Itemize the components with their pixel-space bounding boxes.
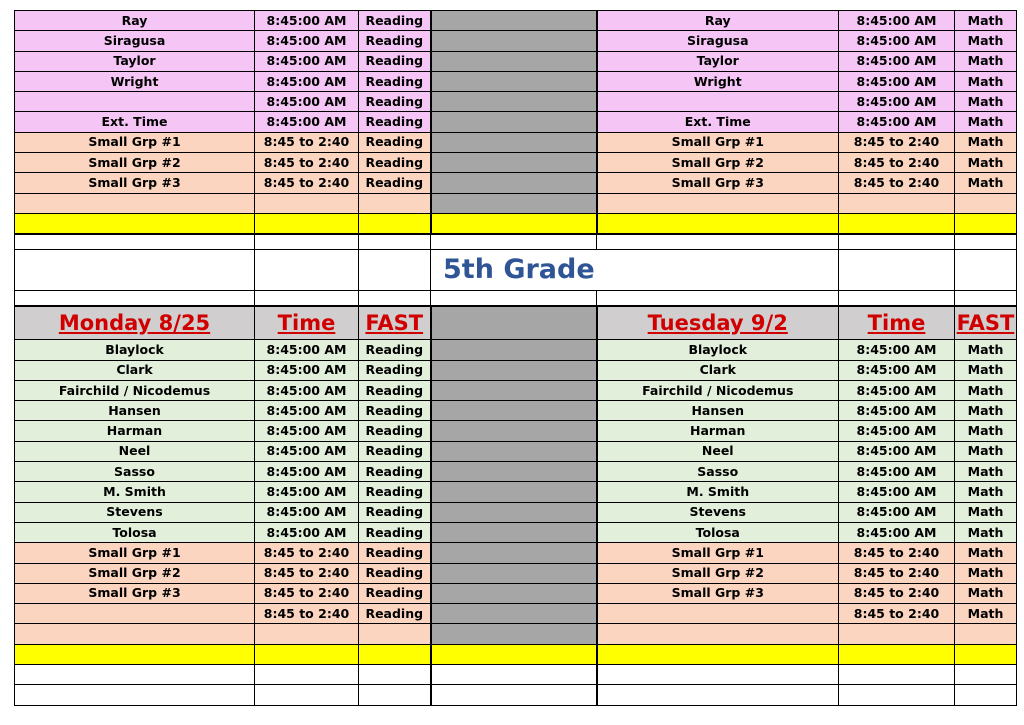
table-row [15, 173, 1017, 193]
subject-cell: Reading [359, 153, 431, 173]
teacher-name-cell: Stevens [15, 502, 255, 522]
table-row [15, 51, 1017, 71]
table-row [15, 153, 1017, 173]
subject-cell [955, 624, 1017, 644]
time-cell: 8:45:00 AM [839, 92, 955, 112]
teacher-name-cell: Ray [597, 11, 839, 31]
divider-cell [431, 340, 597, 360]
divider-cell [431, 665, 597, 685]
divider-cell [431, 502, 597, 522]
fast-header-right: FAST [955, 306, 1017, 340]
empty-cell [597, 665, 839, 685]
divider-cell [431, 624, 597, 644]
teacher-name-cell: Taylor [15, 51, 255, 71]
subject-cell: Reading [359, 11, 431, 31]
teacher-name-cell: Clark [15, 360, 255, 380]
time-cell: 8:45:00 AM [839, 441, 955, 461]
teacher-name-cell: Small Grp #3 [15, 173, 255, 193]
teacher-name-cell: Small Grp #2 [15, 563, 255, 583]
time-cell: 8:45:00 AM [839, 71, 955, 91]
table-row [15, 31, 1017, 51]
subject-cell: Math [955, 31, 1017, 51]
subject-cell: Math [955, 11, 1017, 31]
time-cell: 8:45:00 AM [839, 482, 955, 502]
schedule-sheet [14, 10, 1016, 706]
empty-cell [955, 665, 1017, 685]
grade-title: 5th Grade [431, 250, 839, 291]
teacher-name-cell: Ray [15, 11, 255, 31]
teacher-name-cell: Small Grp #1 [597, 132, 839, 152]
empty-row [15, 665, 1017, 685]
subject-cell: Math [955, 360, 1017, 380]
teacher-name-cell: M. Smith [15, 482, 255, 502]
subject-cell: Reading [359, 71, 431, 91]
subject-cell: Math [955, 462, 1017, 482]
time-cell [839, 193, 955, 213]
subject-cell: Reading [359, 173, 431, 193]
teacher-name-cell: Ext. Time [15, 112, 255, 132]
subject-cell [359, 624, 431, 644]
time-cell: 8:45 to 2:40 [255, 153, 359, 173]
subject-cell: Reading [359, 441, 431, 461]
time-cell: 8:45:00 AM [839, 51, 955, 71]
time-cell: 8:45 to 2:40 [255, 543, 359, 563]
table-row [15, 543, 1017, 563]
subject-cell: Math [955, 92, 1017, 112]
time-cell: 8:45 to 2:40 [839, 543, 955, 563]
teacher-name-cell: Neel [597, 441, 839, 461]
divider-cell [431, 543, 597, 563]
subject-cell: Reading [359, 31, 431, 51]
teacher-name-cell [15, 604, 255, 624]
empty-row [15, 213, 1017, 234]
empty-cell [359, 644, 431, 664]
divider-cell [431, 132, 597, 152]
subject-cell: Math [955, 522, 1017, 542]
title-section [15, 234, 1017, 340]
time-cell: 8:45 to 2:40 [255, 563, 359, 583]
divider-cell [431, 360, 597, 380]
time-cell: 8:45:00 AM [255, 360, 359, 380]
time-cell: 8:45:00 AM [839, 522, 955, 542]
time-cell: 8:45:00 AM [255, 11, 359, 31]
subject-cell: Math [955, 482, 1017, 502]
table-row [15, 441, 1017, 461]
divider-cell [431, 11, 597, 31]
divider-cell [431, 173, 597, 193]
teacher-name-cell: Small Grp #3 [15, 583, 255, 603]
divider-cell [431, 306, 597, 340]
subject-cell: Reading [359, 583, 431, 603]
subject-cell: Reading [359, 401, 431, 421]
time-cell: 8:45:00 AM [839, 31, 955, 51]
tuesday-header: Tuesday 9/2 [597, 306, 839, 340]
divider-cell [431, 563, 597, 583]
time-cell [255, 624, 359, 644]
divider-cell [431, 213, 597, 234]
empty-cell [359, 213, 431, 234]
divider-cell [431, 193, 597, 213]
time-cell: 8:45:00 AM [839, 340, 955, 360]
divider-cell [431, 380, 597, 400]
teacher-name-cell: Harman [597, 421, 839, 441]
empty-cell [15, 665, 255, 685]
teacher-name-cell [597, 604, 839, 624]
subject-cell: Math [955, 153, 1017, 173]
highlight-row [15, 644, 1017, 664]
teacher-name-cell [597, 193, 839, 213]
table-row [15, 482, 1017, 502]
divider-cell [431, 421, 597, 441]
teacher-name-cell: M. Smith [597, 482, 839, 502]
teacher-name-cell: Siragusa [15, 31, 255, 51]
time-cell: 8:45:00 AM [255, 112, 359, 132]
bottom-section [15, 340, 1017, 705]
table-row [15, 522, 1017, 542]
time-cell: 8:45 to 2:40 [255, 173, 359, 193]
subject-cell: Reading [359, 92, 431, 112]
subject-cell: Reading [359, 482, 431, 502]
time-cell: 8:45:00 AM [839, 462, 955, 482]
subject-cell: Reading [359, 563, 431, 583]
teacher-name-cell: Tolosa [15, 522, 255, 542]
teacher-name-cell: Small Grp #1 [597, 543, 839, 563]
time-cell: 8:45:00 AM [839, 421, 955, 441]
teacher-name-cell: Fairchild / Nicodemus [15, 380, 255, 400]
table-row [15, 132, 1017, 152]
teacher-name-cell: Tolosa [597, 522, 839, 542]
teacher-name-cell: Hansen [597, 401, 839, 421]
subject-cell: Math [955, 173, 1017, 193]
table-row [15, 360, 1017, 380]
time-cell: 8:45:00 AM [255, 340, 359, 360]
subject-cell: Reading [359, 51, 431, 71]
empty-cell [255, 213, 359, 234]
empty-cell [359, 665, 431, 685]
subject-cell: Reading [359, 380, 431, 400]
divider-cell [431, 153, 597, 173]
teacher-name-cell: Small Grp #1 [15, 543, 255, 563]
time-cell: 8:45:00 AM [255, 421, 359, 441]
table-row [15, 112, 1017, 132]
table-row [15, 193, 1017, 213]
time-cell: 8:45:00 AM [839, 360, 955, 380]
teacher-name-cell: Small Grp #2 [597, 153, 839, 173]
empty-row [15, 685, 1017, 705]
time-cell: 8:45:00 AM [255, 380, 359, 400]
time-cell: 8:45:00 AM [255, 522, 359, 542]
time-cell: 8:45:00 AM [839, 401, 955, 421]
teacher-name-cell [15, 92, 255, 112]
teacher-name-cell: Blaylock [15, 340, 255, 360]
table-row [15, 401, 1017, 421]
table-row [15, 462, 1017, 482]
divider-cell [431, 31, 597, 51]
teacher-name-cell: Hansen [15, 401, 255, 421]
time-cell: 8:45 to 2:40 [839, 132, 955, 152]
divider-cell [431, 685, 597, 705]
empty-cell [839, 644, 955, 664]
time-cell: 8:45 to 2:40 [255, 583, 359, 603]
time-header-right: Time [839, 306, 955, 340]
subject-cell: Math [955, 340, 1017, 360]
divider-cell [431, 92, 597, 112]
table-row [15, 583, 1017, 603]
time-cell: 8:45:00 AM [839, 11, 955, 31]
divider-cell [431, 482, 597, 502]
teacher-name-cell: Clark [597, 360, 839, 380]
time-cell: 8:45:00 AM [255, 92, 359, 112]
teacher-name-cell: Sasso [15, 462, 255, 482]
time-header-left: Time [255, 306, 359, 340]
subject-cell: Reading [359, 522, 431, 542]
subject-cell: Math [955, 51, 1017, 71]
subject-cell: Reading [359, 421, 431, 441]
subject-cell: Reading [359, 543, 431, 563]
subject-cell: Reading [359, 112, 431, 132]
empty-cell [597, 644, 839, 664]
empty-cell [15, 213, 255, 234]
subject-cell: Math [955, 71, 1017, 91]
time-cell: 8:45 to 2:40 [839, 563, 955, 583]
subject-cell: Reading [359, 604, 431, 624]
subject-cell: Math [955, 502, 1017, 522]
time-cell: 8:45 to 2:40 [839, 173, 955, 193]
empty-cell [255, 685, 359, 705]
table-row [15, 502, 1017, 522]
teacher-name-cell [15, 624, 255, 644]
spacer-row [15, 291, 1017, 307]
subject-cell: Reading [359, 340, 431, 360]
time-cell: 8:45:00 AM [839, 112, 955, 132]
divider-cell [431, 51, 597, 71]
teacher-name-cell: Sasso [597, 462, 839, 482]
teacher-name-cell [597, 624, 839, 644]
empty-cell [597, 685, 839, 705]
time-cell: 8:45 to 2:40 [839, 583, 955, 603]
fast-header-left: FAST [359, 306, 431, 340]
empty-cell [839, 213, 955, 234]
subject-cell: Math [955, 421, 1017, 441]
teacher-name-cell: Wright [597, 71, 839, 91]
teacher-name-cell: Stevens [597, 502, 839, 522]
time-cell: 8:45 to 2:40 [255, 604, 359, 624]
empty-cell [255, 644, 359, 664]
empty-cell [15, 644, 255, 664]
day-header-row [15, 306, 1017, 340]
grade-title-row [15, 250, 1017, 291]
teacher-name-cell: Siragusa [597, 31, 839, 51]
subject-cell: Math [955, 401, 1017, 421]
teacher-name-cell: Wright [15, 71, 255, 91]
time-cell: 8:45 to 2:40 [839, 153, 955, 173]
subject-cell: Math [955, 380, 1017, 400]
top-section [15, 11, 1017, 235]
empty-cell [15, 685, 255, 705]
time-cell: 8:45:00 AM [255, 31, 359, 51]
divider-cell [431, 71, 597, 91]
subject-cell [359, 193, 431, 213]
time-cell: 8:45 to 2:40 [255, 132, 359, 152]
time-cell: 8:45:00 AM [255, 51, 359, 71]
time-cell [255, 193, 359, 213]
subject-cell: Reading [359, 462, 431, 482]
teacher-name-cell: Harman [15, 421, 255, 441]
time-cell: 8:45:00 AM [255, 482, 359, 502]
schedule-table [14, 10, 1017, 706]
subject-cell: Math [955, 583, 1017, 603]
subject-cell [955, 193, 1017, 213]
subject-cell: Math [955, 112, 1017, 132]
subject-cell: Math [955, 441, 1017, 461]
divider-cell [431, 522, 597, 542]
table-row [15, 340, 1017, 360]
teacher-name-cell: Blaylock [597, 340, 839, 360]
table-row [15, 71, 1017, 91]
subject-cell: Reading [359, 502, 431, 522]
spacer-row [15, 234, 1017, 250]
empty-cell [255, 665, 359, 685]
empty-cell [955, 213, 1017, 234]
empty-cell [955, 644, 1017, 664]
divider-cell [431, 462, 597, 482]
table-row [15, 380, 1017, 400]
teacher-name-cell [15, 193, 255, 213]
time-cell: 8:45:00 AM [255, 502, 359, 522]
table-row [15, 604, 1017, 624]
teacher-name-cell: Small Grp #2 [15, 153, 255, 173]
divider-cell [431, 401, 597, 421]
teacher-name-cell [597, 92, 839, 112]
empty-cell [839, 665, 955, 685]
time-cell [839, 624, 955, 644]
table-row [15, 421, 1017, 441]
teacher-name-cell: Fairchild / Nicodemus [597, 380, 839, 400]
empty-cell [955, 685, 1017, 705]
empty-cell [839, 685, 955, 705]
teacher-name-cell: Neel [15, 441, 255, 461]
empty-cell [359, 685, 431, 705]
subject-cell: Math [955, 543, 1017, 563]
empty-cell [597, 213, 839, 234]
subject-cell: Math [955, 132, 1017, 152]
teacher-name-cell: Small Grp #2 [597, 563, 839, 583]
time-cell: 8:45:00 AM [255, 71, 359, 91]
time-cell: 8:45:00 AM [839, 502, 955, 522]
subject-cell: Math [955, 563, 1017, 583]
time-cell: 8:45 to 2:40 [839, 604, 955, 624]
teacher-name-cell: Small Grp #3 [597, 583, 839, 603]
monday-header: Monday 8/25 [15, 306, 255, 340]
divider-cell [431, 441, 597, 461]
subject-cell: Math [955, 604, 1017, 624]
time-cell: 8:45:00 AM [255, 462, 359, 482]
table-row [15, 92, 1017, 112]
table-row [15, 563, 1017, 583]
teacher-name-cell: Taylor [597, 51, 839, 71]
divider-cell [431, 604, 597, 624]
divider-cell [431, 644, 597, 664]
subject-cell: Reading [359, 132, 431, 152]
teacher-name-cell: Small Grp #3 [597, 173, 839, 193]
teacher-name-cell: Small Grp #1 [15, 132, 255, 152]
time-cell: 8:45:00 AM [255, 441, 359, 461]
subject-cell: Reading [359, 360, 431, 380]
time-cell: 8:45:00 AM [255, 401, 359, 421]
teacher-name-cell: Ext. Time [597, 112, 839, 132]
table-row [15, 624, 1017, 644]
divider-cell [431, 112, 597, 132]
time-cell: 8:45:00 AM [839, 380, 955, 400]
table-row [15, 11, 1017, 31]
divider-cell [431, 583, 597, 603]
